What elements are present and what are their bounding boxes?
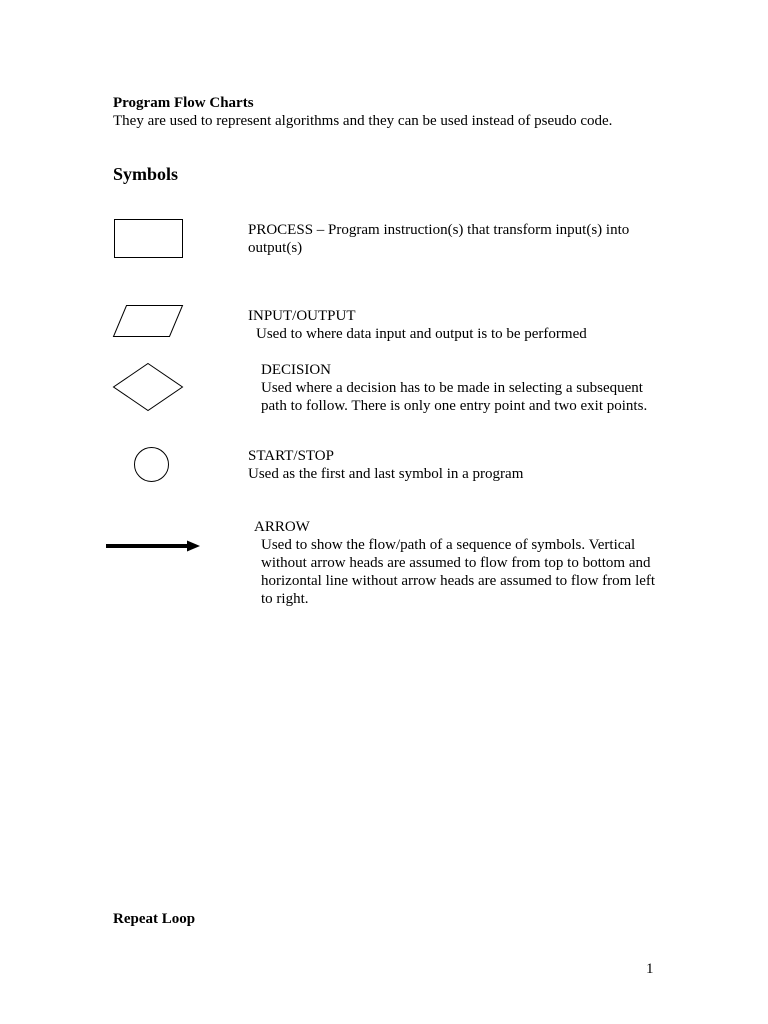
input-output-description: Used to where data input and output is to be performed <box>256 326 587 342</box>
arrow-icon <box>105 538 201 554</box>
arrow-description: Used to show the flow/path of a sequence of symbols. Vertical without arrow heads are assumed to flow from top to bottom and horizontal line without arrow heads are assumed to flow from left to right. <box>261 537 656 607</box>
start-stop-circle-icon <box>133 446 171 484</box>
repeat-loop-heading: Repeat Loop <box>113 911 196 927</box>
input-output-label: INPUT/OUTPUT <box>248 308 356 324</box>
page-number: 1 <box>646 961 654 977</box>
process-rectangle-icon <box>114 219 184 259</box>
process-description: PROCESS – Program instruction(s) that transform input(s) into output(s) <box>248 222 630 256</box>
arrow-label: ARROW <box>254 519 310 535</box>
intro-text: They are used to represent algorithms and they can be used instead of pseudo code. <box>113 113 613 129</box>
start-stop-description: Used as the first and last symbol in a program <box>248 466 524 482</box>
start-stop-label: START/STOP <box>248 448 334 464</box>
symbols-heading: Symbols <box>113 164 179 184</box>
decision-diamond-icon <box>113 363 184 413</box>
decision-description: Used where a decision has to be made in selecting a subsequent path to follow. There is only one entry point and two exit points. <box>261 380 648 414</box>
decision-label: DECISION <box>261 362 331 378</box>
input-output-parallelogram-icon <box>113 304 185 338</box>
page-title: Program Flow Charts <box>113 95 254 111</box>
